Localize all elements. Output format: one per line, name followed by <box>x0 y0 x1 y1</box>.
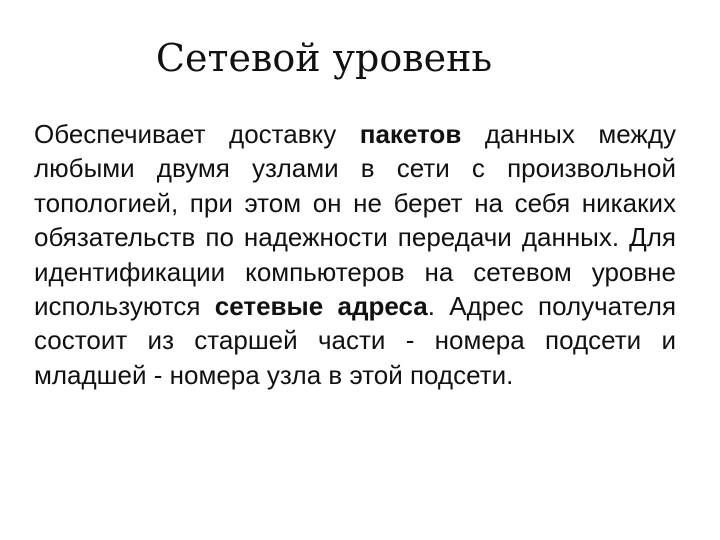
term-network-addresses: сетевые адреса <box>214 291 428 322</box>
paragraph-text-3: . Адрес получателя состоит из старшей части - номера подсети и младшей - номера узла в этой подсети. <box>34 291 677 390</box>
paragraph-text-1: Обеспечивает доставку <box>34 119 360 149</box>
term-packets: пакетов <box>359 119 462 149</box>
slide-title: Сетевой уровень <box>155 36 493 80</box>
slide-paragraph <box>34 117 676 392</box>
paragraph-text-2: данных между любыми двумя узлами в сети с произвольной топологией, при этом он не берет на себя никаких обязательств по надежности передачи данных. Для идентификации компьютеров на сетевом уровне используются <box>34 119 676 322</box>
